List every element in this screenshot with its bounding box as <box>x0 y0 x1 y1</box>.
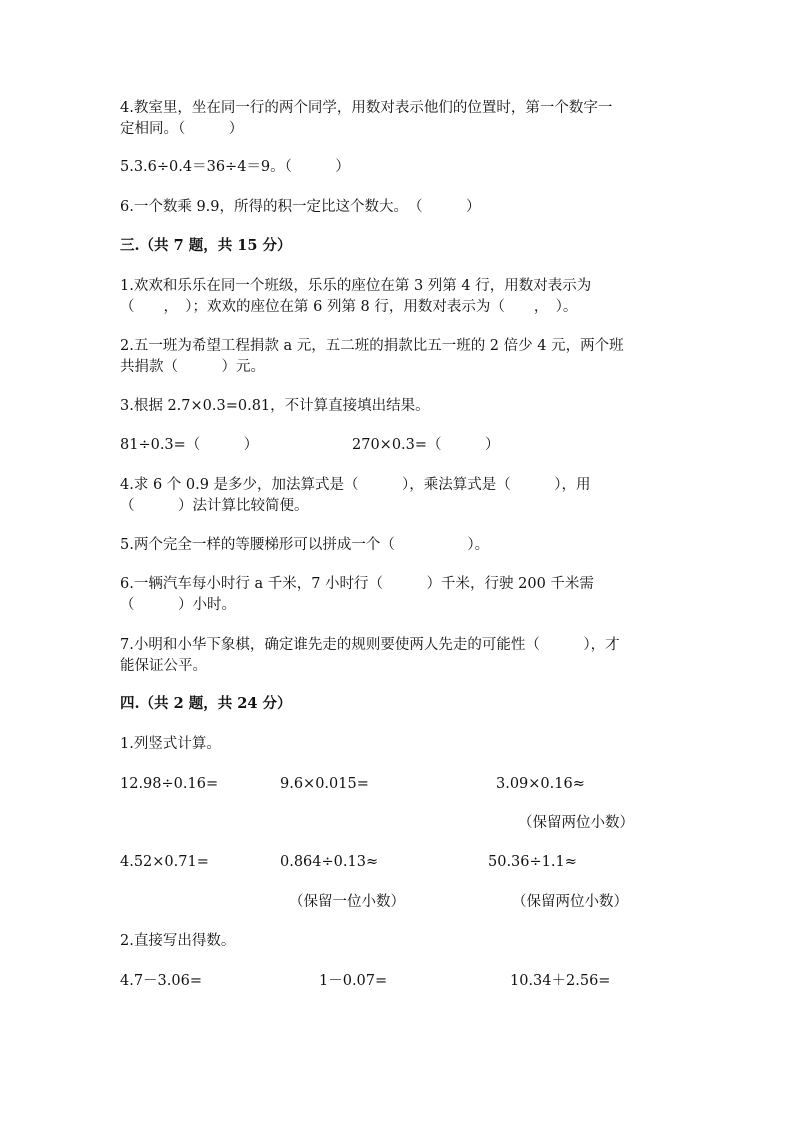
calc-question-2-stem: 2.直接写出得数。 <box>120 933 236 949</box>
calc-item: 0.864÷0.13≈ <box>280 854 379 870</box>
section-3-heading: 三.（共 7 题，共 15 分） <box>120 237 292 254</box>
section-4-heading: 四.（共 2 题，共 24 分） <box>120 695 292 712</box>
mental-calc-item: 4.7－3.06= <box>120 973 202 989</box>
fill-q7-line1: 7.小明和小华下象棋，确定谁先走的规则要使两人先走的可能性（ ），才 <box>120 637 620 653</box>
judge-question-5: 5.3.6÷0.4＝36÷4＝9。（ ） <box>120 159 350 175</box>
fill-question-3-stem: 3.根据 2.7×0.3=0.81，不计算直接填出结果。 <box>120 398 430 414</box>
fill-q3-item-b: 270×0.3=（ ） <box>352 437 500 453</box>
fill-q3-item-a: 81÷0.3=（ ） <box>120 437 259 453</box>
calc-item: 3.09×0.16≈ <box>496 776 585 792</box>
calc-item: 50.36÷1.1≈ <box>488 854 577 870</box>
fill-q1-line1: 1.欢欢和乐乐在同一个班级，乐乐的座位在第 3 列第 4 行，用数对表示为 <box>120 278 592 294</box>
fill-q4-line2: （ ）法计算比较简便。 <box>120 498 309 514</box>
fill-q7-line2: 能保证公平。 <box>120 658 207 674</box>
mental-calc-item: 1－0.07= <box>319 973 388 989</box>
calc-item: 12.98÷0.16= <box>120 776 219 792</box>
fill-q1-line2: （ ， ）；欢欢的座位在第 6 列第 8 行，用数对表示为（ ， ）。 <box>120 299 578 315</box>
calc-question-1-stem: 1.列竖式计算。 <box>120 736 221 752</box>
calc-note: （保留一位小数） <box>289 894 405 910</box>
mental-calc-item: 10.34＋2.56= <box>510 973 611 989</box>
calc-item: 9.6×0.015= <box>280 776 369 792</box>
fill-q4-line1: 4.求 6 个 0.9 是多少，加法算式是（ ），乘法算式是（ ），用 <box>120 477 591 493</box>
fill-q2-line1: 2.五一班为希望工程捐款 a 元，五二班的捐款比五一班的 2 倍少 4 元，两个班 <box>120 338 624 354</box>
fill-q2-line2: 共捐款（ ）元。 <box>120 359 265 375</box>
fill-question-5: 5.两个完全一样的等腰梯形可以拼成一个（ ）。 <box>120 537 490 553</box>
judge-question-6: 6.一个数乘 9.9，所得的积一定比这个数大。 （ ） <box>120 199 481 215</box>
calc-note: （保留两位小数） <box>518 815 634 831</box>
calc-note: （保留两位小数） <box>512 894 628 910</box>
fill-q6-line1: 6.一辆汽车每小时行 a 千米，7 小时行（ ）千米，行驶 200 千米需 <box>120 576 594 592</box>
fill-q6-line2: （ ）小时。 <box>120 597 236 613</box>
calc-item: 4.52×0.71= <box>120 854 209 870</box>
judge-q4-line1: 4.教室里，坐在同一行的两个同学，用数对表示他们的位置时，第一个数字一 <box>120 100 613 116</box>
judge-q4-line2: 定相同。（ ） <box>120 121 244 137</box>
